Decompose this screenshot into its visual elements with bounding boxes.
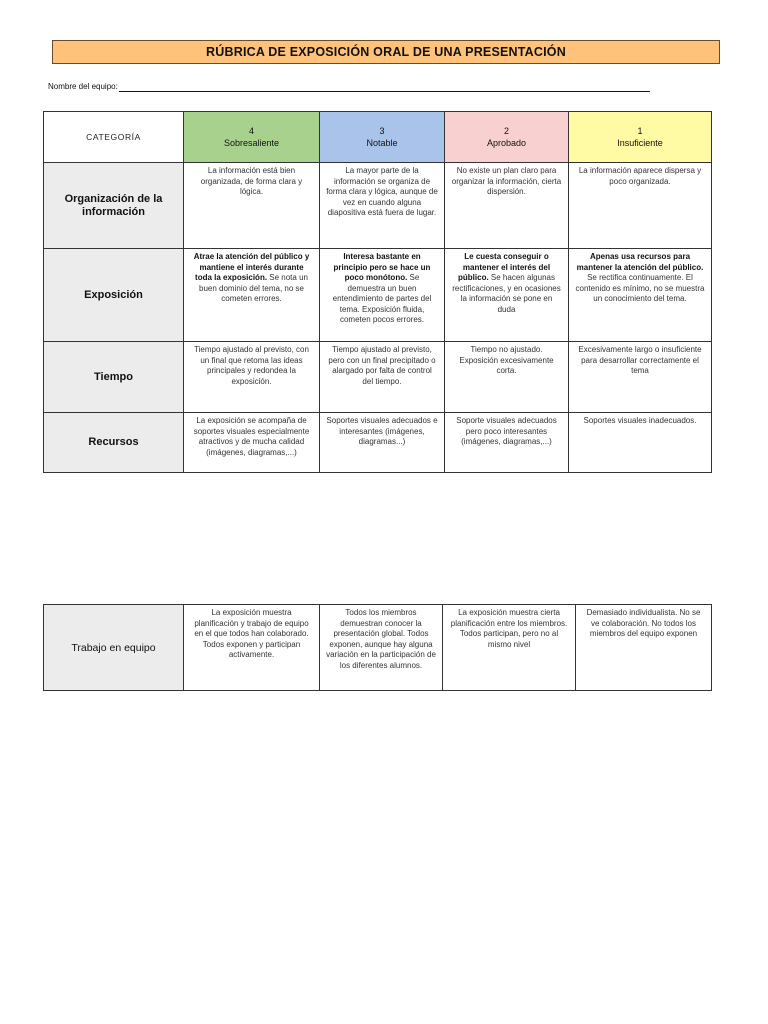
header-level-3 bbox=[320, 112, 445, 163]
table-row bbox=[44, 413, 712, 473]
header-level-4 bbox=[184, 112, 320, 163]
criterion-cell: Interesa bastante en principio pero se hace un poco monótono. Se demuestra un buen entendimiento de partes del tema. Exposición fluida, cometen pocos errores. bbox=[320, 249, 445, 342]
header-category: CATEGORÍA bbox=[44, 112, 184, 163]
criterion-cell: Soportes visuales adecuados e interesantes (imágenes, diagramas...) bbox=[320, 413, 445, 473]
level-number: 2 bbox=[503, 126, 509, 136]
criterion-cell: La exposición muestra cierta planificación entre los miembros. Todos participan, pero no al mismo nivel bbox=[443, 605, 576, 691]
row-category: Recursos bbox=[44, 413, 184, 473]
criterion-cell: La información está bien organizada, de forma clara y lógica. bbox=[184, 163, 320, 249]
level-number: 3 bbox=[379, 126, 385, 136]
criterion-cell: Tiempo no ajustado. Exposición excesivamente corta. bbox=[445, 342, 569, 413]
criterion-cell: Apenas usa recursos para mantener la atención del público. Se rectifica continuamente. El contenido es mínimo, no se muestra un conocimiento del tema. bbox=[569, 249, 712, 342]
table-row bbox=[44, 163, 712, 249]
table-row bbox=[44, 605, 712, 691]
rubric-table bbox=[43, 111, 712, 473]
team-name-blank[interactable] bbox=[119, 81, 650, 92]
criterion-cell: Excesivamente largo o insuficiente para desarrollar correctamente el tema bbox=[569, 342, 712, 413]
row-category: Organización de la información bbox=[44, 163, 184, 249]
criterion-cell: Tiempo ajustado al previsto, con un final que retoma las ideas principales y redondea la exposición. bbox=[184, 342, 320, 413]
criterion-cell: Le cuesta conseguir o mantener el interés del público. Se hacen algunas rectificaciones, y en ocasiones la información se pone en duda bbox=[445, 249, 569, 342]
team-name-label: Nombre del equipo: bbox=[48, 82, 118, 91]
criterion-cell: Atrae la atención del público y mantiene el interés durante toda la exposición. Se nota un buen dominio del tema, no se cometen errores. bbox=[184, 249, 320, 342]
criterion-cell: Soportes visuales inadecuados. bbox=[569, 413, 712, 473]
table-row bbox=[44, 342, 712, 413]
criterion-cell: La exposición muestra planificación y trabajo de equipo en el que todos han colaborado. Todos exponen y participan activamente. bbox=[184, 605, 320, 691]
criterion-cell: Demasiado individualista. No se ve colaboración. No todos los miembros del equipo exponen bbox=[576, 605, 712, 691]
team-name-line bbox=[48, 78, 650, 92]
row-category: Trabajo en equipo bbox=[44, 605, 184, 691]
criterion-cell: No existe un plan claro para organizar la información, cierta dispersión. bbox=[445, 163, 569, 249]
row-category: Tiempo bbox=[44, 342, 184, 413]
criterion-cell: Todos los miembros demuestran conocer la presentación global. Todos exponen, aunque hay alguna variación en la participación de los diferentes alumnos. bbox=[320, 605, 443, 691]
criterion-cell: La información aparece dispersa y poco organizada. bbox=[569, 163, 712, 249]
criterion-cell: La mayor parte de la información se organiza de forma clara y lógica, aunque de vez en cuando alguna diapositiva está fuera de lugar. bbox=[320, 163, 445, 249]
criterion-cell: La exposición se acompaña de soportes visuales especialmente atractivos y de mucha calidad (imágenes, diagramas,...) bbox=[184, 413, 320, 473]
header-level-2 bbox=[445, 112, 569, 163]
level-name: Insuficiente bbox=[617, 138, 663, 148]
criterion-cell: Soporte visuales adecuados pero poco interesantes (imágenes, diagramas,...) bbox=[445, 413, 569, 473]
criterion-cell: Tiempo ajustado al previsto, pero con un final precipitado o alargado por falta de control del tiempo. bbox=[320, 342, 445, 413]
level-name: Aprobado bbox=[486, 138, 527, 148]
level-name: Sobresaliente bbox=[223, 138, 280, 148]
header-level-1 bbox=[569, 112, 712, 163]
level-name: Notable bbox=[366, 138, 398, 148]
level-number: 1 bbox=[637, 126, 643, 136]
level-number: 4 bbox=[248, 126, 254, 136]
row-category: Exposición bbox=[44, 249, 184, 342]
document-title: RÚBRICA DE EXPOSICIÓN ORAL DE UNA PRESENTACIÓN bbox=[52, 40, 720, 64]
teamwork-table bbox=[43, 604, 712, 691]
header-row bbox=[44, 112, 712, 163]
table-row bbox=[44, 249, 712, 342]
